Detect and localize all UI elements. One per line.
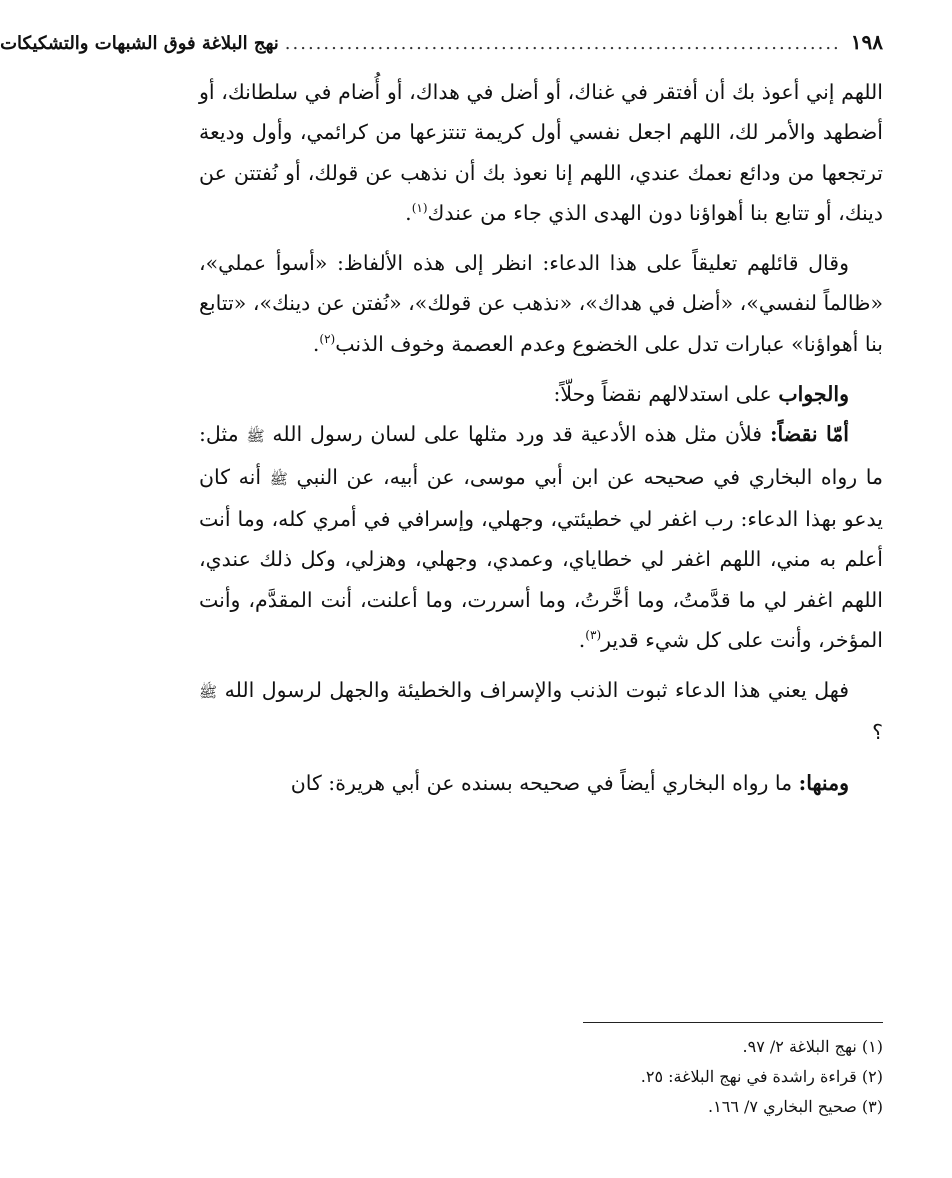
- paragraph-question: [199, 670, 883, 753]
- question-mark: ؟: [872, 720, 883, 745]
- book-page: [0, 30, 883, 1150]
- objection-end: .: [312, 331, 320, 356]
- page-number: ١٩٨: [850, 30, 883, 54]
- footnote-3: (٣) صحيح البخاري ٧/ ١٦٦.: [708, 1097, 883, 1116]
- refutation-lead: أمّا نقضاً:: [769, 422, 849, 447]
- objection-text: وقال قائلهم تعليقاً على هذا الدعاء: انظر إلى هذه الألفاظ: «أسوأ عملي»، «ظالماً لنفسي»، «أضل في هداك»، «نذهب عن قولك»، «نُفتن عن دينك»، «تتابع بنا أهواؤنا» عبارات تدل على الخضوع وعدم العصمة وخوف الذنب: [199, 251, 883, 356]
- refutation-text: فلأن مثل هذه الأدعية قد ورد مثلها على لسان رسول الله: [272, 422, 763, 447]
- header-leader-dots: ........................................................................: [284, 33, 841, 54]
- salawat-symbol-2: ﷺ: [269, 469, 288, 488]
- answer-lead: والجواب: [778, 382, 849, 407]
- running-header: [0, 30, 883, 64]
- refutation-text-2: مثل: ما رواه البخاري في صحيحه عن ابن أبي موسى، عن أبيه، عن النبي: [199, 422, 883, 489]
- refutation-end: .: [578, 627, 586, 652]
- footnote-1: (١) نهج البلاغة ٢/ ٩٧.: [742, 1037, 883, 1056]
- footnote-ref-2: (٢): [319, 331, 336, 346]
- refutation-hadith: أنه كان يدعو بهذا الدعاء: رب اغفر لي خطيئتي، وجهلي، وإسرافي في أمري كله، وما أنت أعلم به مني، اللهم اغفر لي خطاياي، وعمدي، وجهلي، وهزلي، وكل ذلك عندي، اللهم اغفر لي ما قدَّمتُ، وما أخَّرتُ، وما أسررت، وما أعلنت، أنت المقدَّم، وأنت المؤخر، وأنت على كل شيء قدير: [199, 464, 883, 652]
- question-text: فهل يعني هذا الدعاء ثبوت الذنب والإسراف والخطيئة والجهل لرسول الله: [224, 678, 849, 703]
- second-example-text: ما رواه البخاري أيضاً في صحيحه بسنده عن أبي هريرة: كان: [290, 770, 793, 795]
- paragraph-prayer: [199, 72, 883, 233]
- second-example-lead: ومنها:: [798, 770, 849, 795]
- prayer-text: اللهم إني أعوذ بك أن أفتقر في غناك، أو أضل في هداك، أو أُضام في سلطانك، أو أضطهد والأمر لك، اللهم اجعل نفسي أول كريمة تنتزعها من كرائمي، وأول وديعة ترتجعها من ودائع نعمك عندي، اللهم إنا نعوذ بك أن نذهب عن قولك، أو نُفتتن عن دينك، أو تتابع بنا أهواؤنا دون الهدى الذي جاء من عندك: [199, 80, 883, 225]
- prayer-end: .: [405, 200, 412, 225]
- footnote-separator: [583, 1022, 883, 1023]
- body-text: [199, 72, 883, 803]
- book-title: نهج البلاغة فوق الشبهات والتشكيكات: [0, 33, 279, 54]
- salawat-symbol: ﷺ: [246, 427, 265, 446]
- salawat-symbol-3: ﷺ: [199, 683, 218, 702]
- footnote-ref-3: (٣): [585, 628, 602, 643]
- footnote-ref-1: (١): [411, 201, 428, 216]
- footnote-2: (٢) قراءة راشدة في نهج البلاغة: ٢٥.: [640, 1067, 883, 1086]
- paragraph-answer-intro: [199, 374, 883, 414]
- paragraph-second-example: [199, 763, 883, 803]
- answer-intro-text: على استدلالهم نقضاً وحلّاً:: [553, 382, 772, 407]
- paragraph-objection: [199, 243, 883, 364]
- paragraph-refutation: [199, 414, 883, 660]
- footnotes: [199, 1022, 883, 1123]
